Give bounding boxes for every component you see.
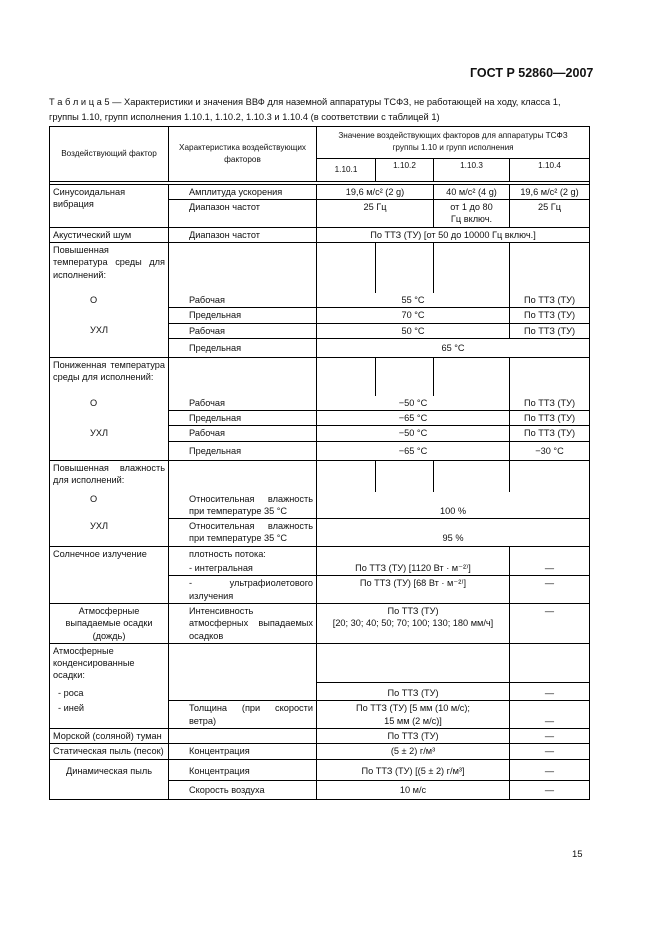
char-cell: - ультрафиолетового излучения [169,576,317,604]
char-cell: Рабочая [169,426,317,441]
factor-cell: Динамическая пыль [50,759,169,800]
code-3: 1.10.3 [434,158,510,181]
value-cell: По ТТЗ (ТУ) [510,426,590,441]
value-cell: 40 м/с² (4 g) [434,184,510,199]
value-cell: 70 °С [317,308,510,323]
table-row [50,701,590,729]
value-cell: 25 Гц [510,200,590,228]
table-row [50,243,590,293]
table-row [50,460,590,491]
value-cell: По ТТЗ (ТУ) [510,396,590,411]
code-1: 1.10.1 [317,158,376,181]
variant-cell: УХЛ [50,426,169,441]
document-code: ГОСТ Р 52860—2007 [470,66,594,80]
value-cell: По ТТЗ (ТУ) [от 50 до 10000 Гц включ.] [317,227,590,242]
char-cell: Рабочая [169,323,317,338]
page-number: 15 [572,849,583,860]
table-row [50,426,590,441]
table-row [50,338,590,357]
value-cell [317,603,510,643]
value-cell: 25 Гц [317,200,434,228]
value-cell: — [510,576,590,604]
factor-cell: Акустический шум [50,227,169,242]
value-cell: По ТТЗ (ТУ) [510,308,590,323]
value-cell: −50 °С [317,396,510,411]
char-cell: Концентрация [169,744,317,759]
value-cell: — [510,729,590,744]
value-line: 15 мм (2 м/с)] [384,715,442,726]
char-cell: Концентрация [169,759,317,780]
value-cell: 100 % [317,492,590,519]
value-cell: По ТТЗ (ТУ) [68 Вт · м⁻²⁾] [317,576,510,604]
table-row [50,519,590,547]
char-cell: плотность потока: [169,546,317,561]
factor-cell: Повышенная влажность для исполнений: [50,460,169,491]
factor-cell: Морской (соляной) туман [50,729,169,744]
value-cell: По ТТЗ (ТУ) [510,411,590,426]
char-cell: Рабочая [169,293,317,308]
variant-cell: УХЛ [50,519,169,547]
header-characteristic: Характеристика воздействующих факторов [169,127,317,182]
ffv-table [49,126,590,800]
char-cell: Предельная [169,411,317,426]
char-cell: Толщина (при скорости ветра) [169,701,317,729]
table-row [50,729,590,744]
table-row [50,293,590,308]
table-row [50,358,590,396]
char-cell: Предельная [169,441,317,460]
value-cell: — [510,603,590,643]
table-row [50,546,590,561]
value-cell: По ТТЗ (ТУ) [510,293,590,308]
value-cell: −50 °С [317,426,510,441]
value-cell: — [510,683,590,701]
value-cell: −65 °С [317,441,510,460]
factor-cell: Синусоидальная вибрация [50,184,169,227]
char-cell: Относительная влажность при температуре 35 °С [169,519,317,547]
value-cell [317,701,510,729]
table-row [50,308,590,323]
value-cell: 55 °С [317,293,510,308]
table-caption: Т а б л и ц а 5 — Характеристики и значения ВВФ для наземной аппаратуры ТСФЗ, не работающей на ходу, класса 1, группы 1.10, групп исполнения 1.10.1, 1.10.2, 1.10.3 и 1.10.4 (в соответствии с таблицей 1) [49,97,561,122]
table-row [50,683,590,701]
variant-cell: О [50,396,169,411]
table-row [50,184,590,199]
variant-cell: О [50,293,169,308]
char-cell: Относительная влажность при температуре 35 °С [169,492,317,519]
factor-cell: Статическая пыль (песок) [50,744,169,759]
value-cell: 50 °С [317,323,510,338]
variant-cell: УХЛ [50,323,169,338]
char-cell: Диапазон частот [169,200,317,228]
char-cell: Предельная [169,338,317,357]
value-cell: По ТТЗ (ТУ) [(5 ± 2) г/м³] [317,759,510,780]
value-line: По ТТЗ (ТУ) [387,605,439,616]
header-factor: Воздействующий фактор [50,127,169,182]
char-cell: Рабочая [169,396,317,411]
table-row [50,603,590,643]
char-cell: Интенсивность атмосферных выпадаемых осадков [169,603,317,643]
char-cell: - интегральная [169,561,317,576]
table-row [50,759,590,780]
char-cell: Скорость воздуха [169,780,317,799]
value-cell: −65 °С [317,411,510,426]
value-line: По ТТЗ (ТУ) [5 мм (10 м/с); [356,703,470,714]
table-row [50,323,590,338]
factor-cell: Пониженная температура среды для исполнений: [50,358,169,396]
factor-cell: Солнечное излучение [50,546,169,603]
value-cell: 19,6 м/с² (2 g) [317,184,434,199]
table-header-row [50,127,590,159]
value-cell: По ТТЗ (ТУ) [510,323,590,338]
variant-cell: О [50,492,169,519]
value-cell: 95 % [317,519,590,547]
variant-cell: - иней [50,701,169,729]
table-row [50,744,590,759]
value-cell: — [510,759,590,780]
table-row [50,227,590,242]
value-cell: −30 °С [510,441,590,460]
code-2: 1.10.2 [376,158,434,181]
table-row [50,411,590,426]
value-cell: (5 ± 2) г/м³ [317,744,510,759]
table-row [50,643,590,682]
value-line: [20; 30; 40; 50; 70; 100; 130; 180 мм/ч] [332,618,494,629]
factor-cell: Атмосферные конденсированные осадки: [50,643,169,682]
value-cell: — [510,561,590,576]
value-cell: По ТТЗ (ТУ) [1120 Вт · м⁻²⁾] [317,561,510,576]
char-cell: Амплитуда ускорения [169,184,317,199]
value-cell: 19,6 м/с² (2 g) [510,184,590,199]
value-cell: — [510,780,590,799]
value-cell: 65 °С [317,338,590,357]
variant-cell: - роса [50,683,169,701]
char-cell: Предельная [169,308,317,323]
value-cell: 10 м/с [317,780,510,799]
table-row [50,396,590,411]
table-row [50,492,590,519]
value-cell: По ТТЗ (ТУ) [317,683,510,701]
table-row [50,441,590,460]
factor-cell: Повышенная температура среды для исполнений: [50,243,169,293]
header-values: Значение воздействующих факторов для аппаратуры ТСФЗ группы 1.10 и групп исполнения [317,127,590,159]
value-cell: По ТТЗ (ТУ) [317,729,510,744]
char-cell: Диапазон частот [169,227,317,242]
value-cell: — [510,701,590,729]
factor-cell: Атмосферные выпадаемые осадки (дождь) [50,603,169,643]
value-cell: от 1 до 80 Гц включ. [434,200,510,228]
value-cell: — [510,744,590,759]
code-4: 1.10.4 [510,158,590,181]
